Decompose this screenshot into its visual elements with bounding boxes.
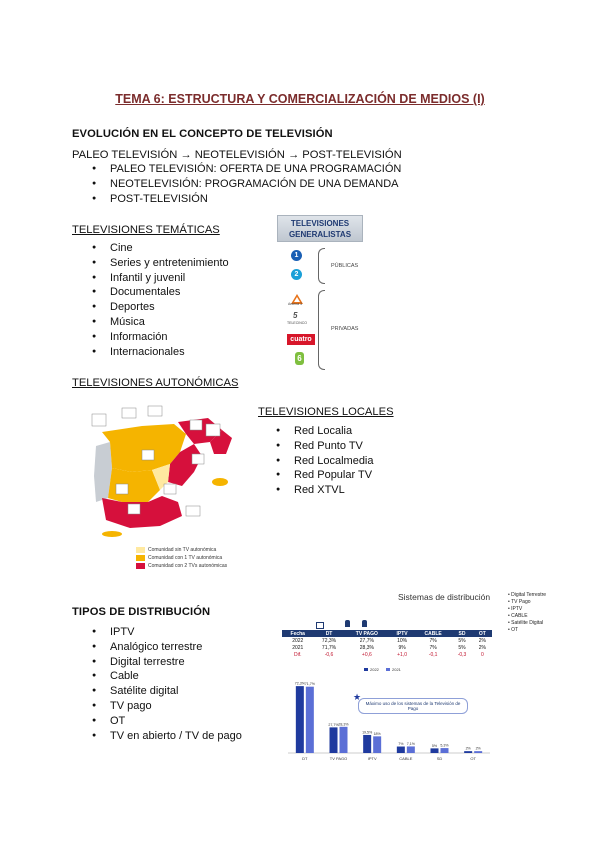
chart-legend-label: 2022 — [370, 667, 379, 672]
list-item: • IPTV — [508, 606, 523, 612]
spain-map — [82, 398, 240, 540]
tematicas-list — [92, 241, 229, 359]
publicas-label: PÚBLICAS — [331, 263, 359, 269]
legend-swatch — [136, 563, 145, 569]
table-cell: -0,1 — [428, 651, 438, 658]
chart-bar — [340, 727, 348, 753]
map-legend — [136, 546, 227, 570]
list-item: ● Infantil y juvenil — [92, 271, 229, 286]
chart-category-label: IPTV — [367, 756, 377, 761]
list-item: ● Red Localia — [276, 424, 374, 439]
chart-bar — [464, 751, 472, 753]
list-item: ● OT — [92, 714, 242, 729]
list-item: • Satélite Digital — [508, 620, 544, 626]
table-cell: 72,3% — [321, 637, 337, 644]
callout-box — [358, 698, 468, 714]
chart-data-label: 19,5% — [362, 730, 373, 735]
table-header-cell: SD — [451, 630, 473, 637]
list-item: • OT — [508, 627, 519, 633]
legend-row — [136, 546, 227, 554]
list-item: • CABLE — [508, 613, 528, 619]
table-row — [282, 644, 492, 651]
table-header-cell: Fecha — [282, 630, 314, 637]
list-item: ● Internacionales — [92, 345, 229, 360]
table-cell: 5% — [458, 644, 466, 651]
chart-category-label: SD — [436, 756, 443, 761]
chart-data-label: 18% — [373, 731, 381, 736]
la2-logo: 2 — [291, 269, 302, 280]
chart-data-label: 28,3% — [338, 722, 349, 727]
page-title: TEMA 6: ESTRUCTURA Y COMERCIALIZACIÓN DE MEDIOS (I) — [115, 92, 485, 106]
chart-data-label: 2% — [465, 746, 471, 751]
list-item: ● Deportes — [92, 300, 229, 315]
table-cell: 10% — [397, 637, 408, 644]
chart-category-label: OT — [470, 756, 476, 761]
chart-data-label: 7,1% — [406, 741, 415, 746]
list-item: ● PALEO TELEVISIÓN: OFERTA DE UNA PROGRAMACIÓN — [92, 162, 401, 177]
table-cell: 7% — [429, 644, 437, 651]
chart-bar — [407, 746, 415, 753]
cuatro-logo: cuatro — [287, 334, 315, 345]
distribucion-graphic-title: Sistemas de distribución — [398, 592, 491, 602]
chart-data-label: 71,7% — [304, 682, 315, 687]
tv-icon — [316, 622, 324, 629]
evolucion-heading: EVOLUCIÓN EN EL CONCEPTO DE TELEVISIÓN — [72, 128, 333, 140]
list-item: ● TV en abierto / TV de pago — [92, 729, 242, 744]
list-item: ● Red Popular TV — [276, 468, 374, 483]
distribucion-table — [282, 630, 492, 658]
list-item: • TV Pago — [508, 599, 531, 605]
chart-category-label: TV PAGO — [329, 756, 348, 761]
table-cell: Dif. — [294, 651, 302, 658]
telecinco-label: TELECINCO — [287, 321, 308, 325]
list-item: ● Música — [92, 315, 229, 330]
antena3-label: Antena 3 — [288, 302, 303, 306]
table-cell: -0,3 — [457, 651, 467, 658]
chart-data-label: 72,3% — [294, 681, 305, 686]
distribucion-list — [92, 625, 242, 743]
chart-bar — [363, 735, 371, 753]
table-header-cell: IPTV — [389, 630, 415, 637]
table-header-cell: DT — [314, 630, 345, 637]
locales-heading: TELEVISIONES LOCALES — [258, 406, 394, 418]
list-item: ● Red Punto TV — [276, 439, 374, 454]
list-item: ● Información — [92, 330, 229, 345]
list-item: ● POST-TELEVISIÓN — [92, 192, 401, 207]
list-item: ● IPTV — [92, 625, 242, 640]
table-header-row — [282, 630, 492, 637]
table-row — [282, 651, 492, 658]
lock-icon — [345, 620, 350, 627]
table-cell: 27,7% — [359, 637, 374, 644]
table-cell: 2% — [478, 644, 486, 651]
chart-bar — [306, 687, 314, 753]
antena3-logo-icon — [291, 291, 303, 301]
legend-label: Comunidad sin TV autonómica — [148, 547, 217, 553]
table-cell: 71,7% — [321, 644, 337, 651]
legend-row — [136, 562, 227, 570]
table-cell: 2% — [478, 637, 486, 644]
table-cell: -0,6 — [324, 651, 334, 658]
chart-bar — [397, 747, 405, 753]
list-item: ● Satélite digital — [92, 684, 242, 699]
table-cell: +1,0 — [397, 651, 408, 658]
locales-list — [276, 424, 374, 498]
table-cell: 2022 — [292, 637, 304, 644]
chart-bar — [373, 736, 381, 753]
legend-label: Comunidad con 1 TV autonómica — [148, 555, 223, 561]
list-item: ● Cable — [92, 669, 242, 684]
chart-category-label: CABLE — [399, 756, 413, 761]
evolucion-line: PALEO TELEVISIÓN → NEOTELEVISIÓN → POST-TELEVISIÓN — [72, 149, 402, 161]
publicas-brace — [318, 248, 325, 284]
chart-bar — [441, 748, 449, 753]
star-icon: ★ — [353, 692, 362, 702]
list-item: ● Digital terrestre — [92, 655, 242, 670]
chart-legend-label: 2021 — [392, 667, 401, 672]
chart-data-label: 5,3% — [440, 743, 449, 748]
generalistas-header-line2: GENERALISTAS — [288, 230, 352, 239]
generalistas-header-line1: TELEVISIONES — [290, 219, 350, 228]
distribucion-heading: TIPOS DE DISTRIBUCIÓN — [72, 606, 211, 618]
list-item: • Digital Terrestre — [508, 592, 547, 598]
chart-data-label: 5% — [431, 743, 438, 748]
table-cell: 28,3% — [359, 644, 374, 651]
list-item: ● Analógico terrestre — [92, 640, 242, 655]
table-cell: 0 — [481, 651, 484, 658]
callout-text: Máximo uso de los sistemas de la Televisión de Pago — [365, 701, 461, 711]
chart-data-label: 2% — [475, 746, 481, 751]
tematicas-heading: TELEVISIONES TEMÁTICAS — [72, 224, 220, 236]
legend-swatch — [136, 555, 145, 561]
list-item: ● Red Localmedia — [276, 454, 374, 469]
list-item: ● Red XTVL — [276, 483, 374, 498]
chart-category-label: DT — [302, 756, 308, 761]
chart-bar — [474, 751, 482, 753]
table-cell: 7% — [429, 637, 437, 644]
privadas-label: PRIVADAS — [331, 326, 359, 332]
table-header-cell: TV PAGO — [345, 630, 390, 637]
list-item: ● Cine — [92, 241, 229, 256]
list-item: ● Series y entretenimiento — [92, 256, 229, 271]
list-item: ● TV pago — [92, 699, 242, 714]
table-cell: 9% — [398, 644, 406, 651]
chart-data-label: 7% — [398, 742, 404, 747]
chart-bar — [296, 686, 304, 753]
privadas-brace — [318, 290, 325, 370]
legend-swatch — [136, 547, 145, 553]
table-header-cell: OT — [473, 630, 492, 637]
list-item: ● NEOTELEVISIÓN: PROGRAMACIÓN DE UNA DEMANDA — [92, 177, 401, 192]
legend-row — [136, 554, 227, 562]
chart-legend-swatch — [364, 668, 368, 671]
table-cell: 2021 — [292, 644, 304, 651]
list-item: ● Documentales — [92, 285, 229, 300]
autonomicas-heading: TELEVISIONES AUTONÓMICAS — [72, 377, 239, 389]
lasexta-logo: 6 — [295, 352, 304, 365]
chart-bar — [431, 748, 439, 753]
tve1-logo: 1 — [291, 250, 302, 261]
legend-label: Comunidad con 2 TVs autonómicas — [148, 563, 228, 569]
chart-data-label: 27,7% — [328, 722, 339, 727]
table-row — [282, 637, 492, 644]
evolucion-list — [92, 162, 401, 206]
telecinco-logo-icon: 5 — [293, 311, 298, 320]
lock-icon — [362, 620, 367, 627]
distribucion-side-list — [508, 592, 546, 634]
chart-legend-swatch — [386, 668, 390, 671]
table-header-cell: CABLE — [415, 630, 451, 637]
generalistas-header — [277, 215, 363, 242]
chart-bar — [330, 727, 338, 753]
distribucion-bar-chart — [284, 665, 494, 765]
table-cell: +0,6 — [361, 651, 372, 658]
table-cell: 5% — [458, 637, 466, 644]
